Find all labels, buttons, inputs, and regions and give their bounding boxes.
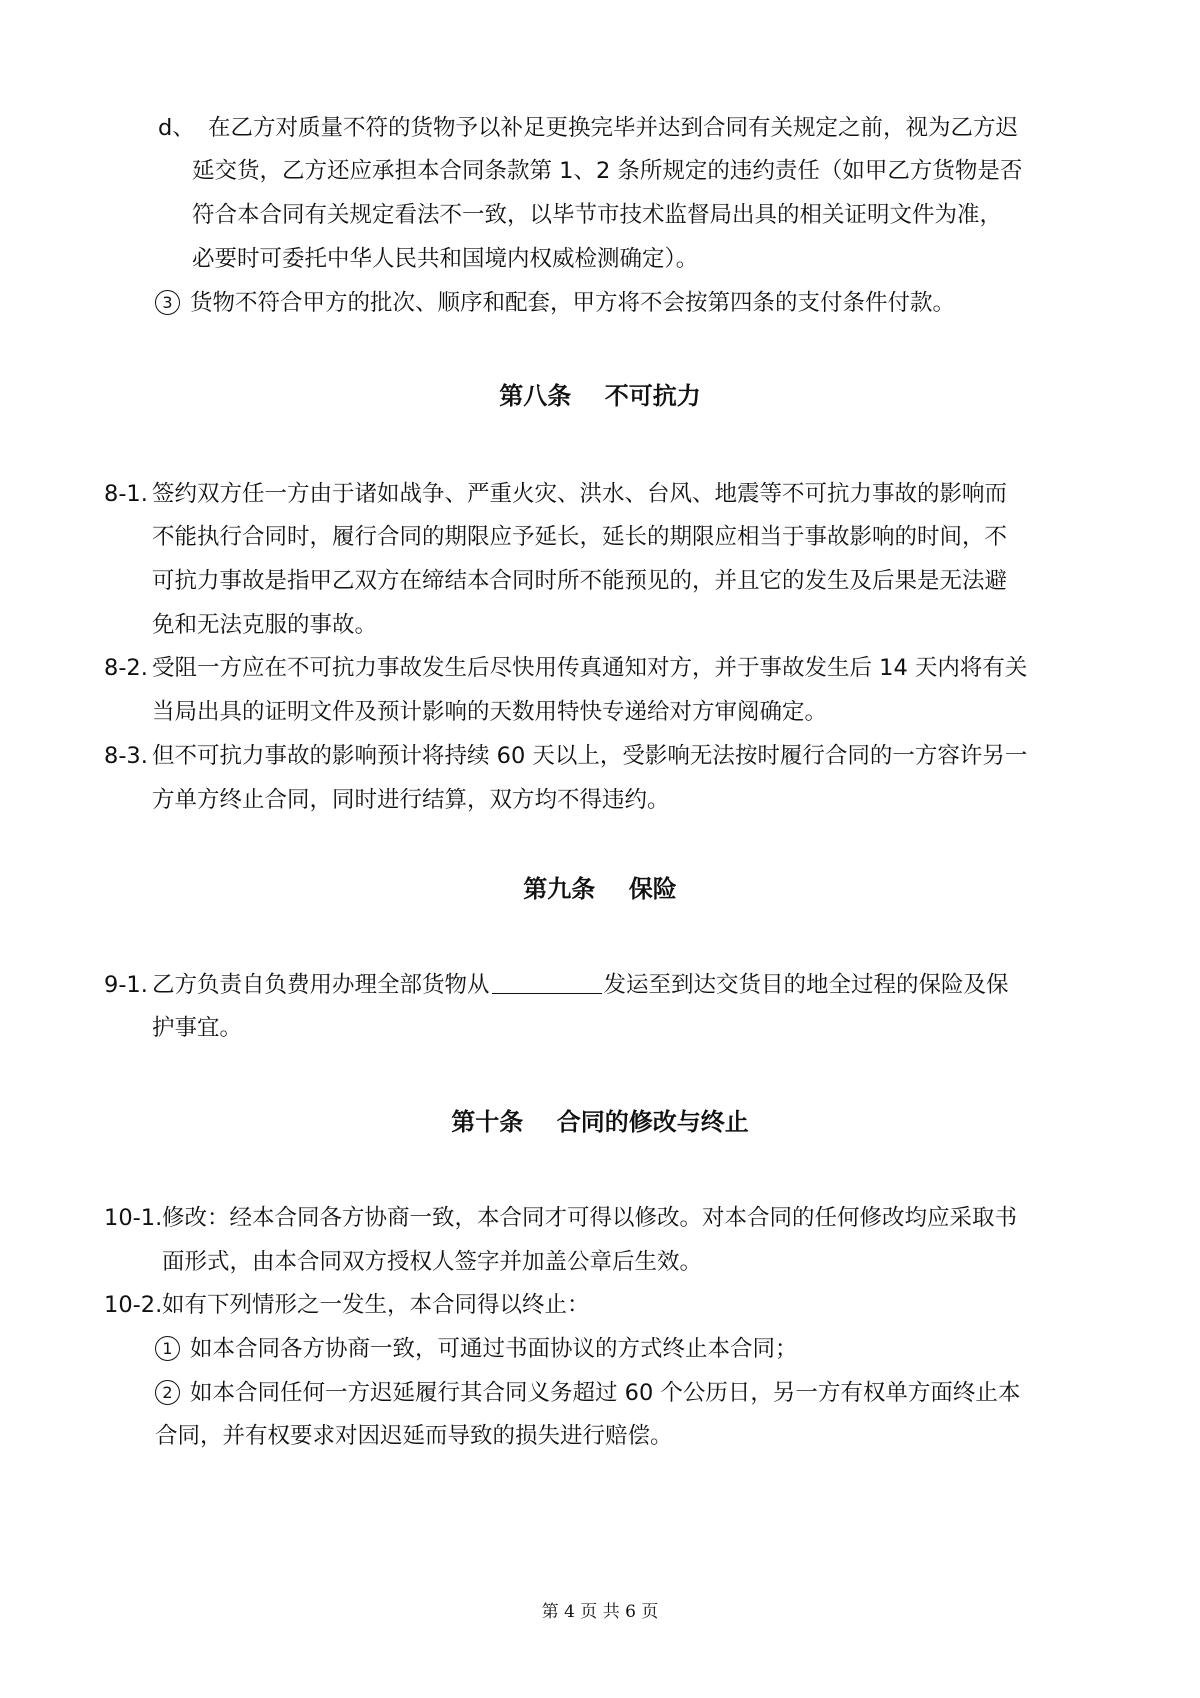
article-9-heading: 第九条 保险 (523, 875, 677, 903)
item-3-text: 货物不符合甲方的批次、顺序和配套，甲方将不会按第四条的支付条件付款。 (190, 290, 956, 316)
subitem-2-line-1: 如本合同任何一方迟延履行其合同义务超过 60 个公历日，另一方有权单方面终止本 (190, 1380, 1021, 1406)
circled-number-1: 1 (155, 1336, 180, 1361)
item-d-line-4: 必要时可委托中华人民共和国境内权威检测确定）。 (192, 246, 699, 272)
clause-8-1-line-4: 免和无法克服的事故。 (152, 612, 378, 638)
clause-8-1-line-3: 可抗力事故是指甲乙双方在缔结本合同时所不能预见的，并且它的发生及后果是无法避 (152, 568, 1008, 594)
subitem-1-text: 如本合同各方协商一致，可通过书面协议的方式终止本合同； (190, 1336, 798, 1362)
clause-8-1-line-2: 不能执行合同时，履行合同的期限应予延长，延长的期限应相当于事故影响的时间，不 (152, 524, 1008, 550)
clause-8-2-id: 8-2. (104, 655, 148, 681)
fill-in-blank (492, 971, 602, 994)
clause-10-1-id: 10-1. (104, 1205, 163, 1231)
page-footer: 第 4 页 共 6 页 (541, 1602, 659, 1622)
item-d-line-1: 在乙方对质量不符的货物予以补足更换完毕并达到合同有关规定之前，视为乙方迟 (208, 115, 1019, 141)
clause-9-1-id: 9-1. (104, 972, 148, 998)
circled-number-2: 2 (155, 1380, 180, 1405)
clause-8-3-id: 8-3. (104, 743, 148, 769)
clause-9-1-text-after-blank: 发运至到达交货目的地全过程的保险及保 (603, 972, 1009, 998)
clause-8-2-line-1: 受阻一方应在不可抗力事故发生后尽快用传真通知对方，并于事故发生后 14 天内将有关 (152, 655, 1028, 681)
clause-8-3-line-1: 但不可抗力事故的影响预计将持续 60 天以上，受影响无法按时履行合同的一方容许另一 (152, 743, 1028, 769)
item-3 (155, 288, 955, 318)
clause-10-1-line-1: 修改：经本合同各方协商一致，本合同才可得以修改。对本合同的任何修改均应采取书 (162, 1205, 1018, 1231)
clause-10-1-line-2: 面形式，由本合同双方授权人签字并加盖公章后生效。 (162, 1249, 703, 1275)
article-10-heading: 第十条 合同的修改与终止 (451, 1108, 749, 1136)
subitem-1 (155, 1334, 798, 1364)
clause-9-1-line-2: 护事宜。 (152, 1015, 243, 1041)
item-d-marker: d、 (158, 115, 195, 141)
clause-9-1-line-1 (152, 970, 1009, 1000)
clause-8-1-id: 8-1. (104, 481, 148, 507)
clause-9-1-text-before-blank: 乙方负责自负费用办理全部货物从 (152, 972, 490, 998)
subitem-2-line-2: 合同，并有权要求对因迟延而导致的损失进行赔偿。 (155, 1423, 673, 1449)
clause-8-2-line-2: 当局出具的证明文件及预计影响的天数用特快专递给对方审阅确定。 (152, 699, 828, 725)
clause-8-1-line-1: 签约双方任一方由于诸如战争、严重火灾、洪水、台风、地震等不可抗力事故的影响而 (152, 481, 1008, 507)
item-d-line-2: 延交货，乙方还应承担本合同条款第 1、2 条所规定的违约责任（如甲乙方货物是否 (192, 158, 1023, 184)
circled-number-3: 3 (155, 290, 180, 315)
clause-8-3-line-2: 方单方终止合同，同时进行结算，双方均不得违约。 (152, 787, 670, 813)
article-8-heading: 第八条 不可抗力 (499, 382, 701, 410)
subitem-2 (155, 1378, 1020, 1408)
clause-10-2-id: 10-2. (104, 1292, 163, 1318)
clause-10-2-line-1: 如有下列情形之一发生，本合同得以终止： (162, 1292, 590, 1318)
item-d-line-3: 符合本合同有关规定看法不一致，以毕节市技术监督局出具的相关证明文件为准， (192, 202, 1003, 228)
